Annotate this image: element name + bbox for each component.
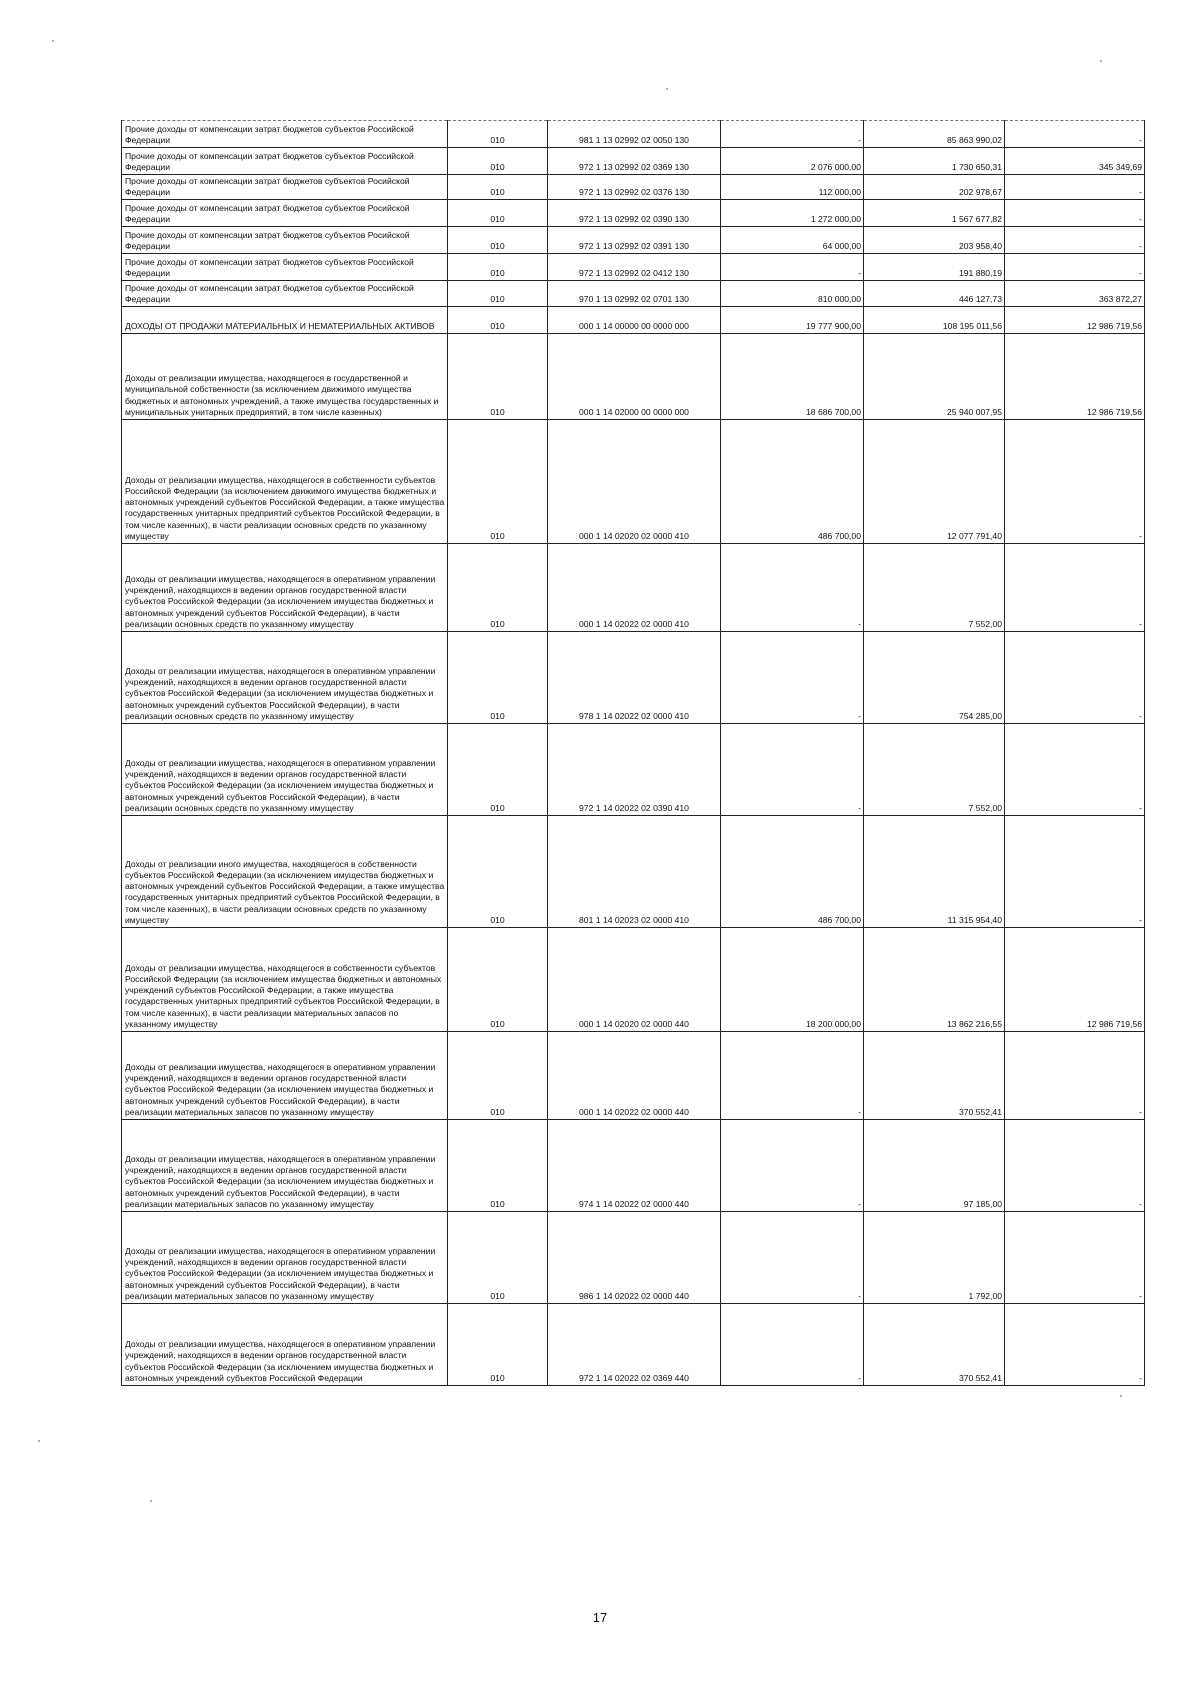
row-approved-cell: 2 076 000,00 bbox=[721, 148, 864, 175]
row-unexecuted-cell: - bbox=[1005, 816, 1145, 928]
row-executed-cell: 85 863 990,02 bbox=[864, 121, 1005, 148]
row-executed-cell: 7 552,00 bbox=[864, 724, 1005, 816]
row-unexecuted-cell: 345 349,69 bbox=[1005, 148, 1145, 175]
row-unexecuted-cell: 12 986 719,56 bbox=[1005, 928, 1145, 1032]
row-executed-cell: 202 978,67 bbox=[864, 175, 1005, 200]
table-row bbox=[122, 227, 1145, 254]
table-row bbox=[122, 334, 1145, 420]
table-row bbox=[122, 148, 1145, 175]
row-unexecuted-cell: - bbox=[1005, 121, 1145, 148]
row-approved-cell: 810 000,00 bbox=[721, 281, 864, 307]
table-row bbox=[122, 724, 1145, 816]
row-name-cell bbox=[122, 254, 448, 281]
row-approved-cell: - bbox=[721, 1032, 864, 1120]
row-unexecuted-cell: - bbox=[1005, 420, 1145, 544]
row-name-text: Прочие доходы от компенсации затрат бюджетов субъектов Росийской Федерации bbox=[125, 175, 410, 197]
row-line-code-cell: 010 bbox=[448, 334, 548, 420]
row-executed-cell: 446 127,73 bbox=[864, 281, 1005, 307]
row-approved-cell: 18 200 000,00 bbox=[721, 928, 864, 1032]
row-approved-cell: - bbox=[721, 544, 864, 632]
row-name-cell bbox=[122, 200, 448, 227]
row-name-cell bbox=[122, 1304, 448, 1386]
row-name-text: Доходы от реализации иного имущества, находящегося в собственности субъектов Российской Федерации (за исключением имущества бюджетных и автономных учреждений субъектов Российской Федерации, а также имущества государственных унитарных предприятий субъектов Российской Федерации, в том числе казенных), в части реализации основных средств по указанному имуществу bbox=[125, 858, 445, 925]
table-row bbox=[122, 1212, 1145, 1304]
row-budget-code-cell: 801 1 14 02023 02 0000 410 bbox=[548, 816, 721, 928]
row-line-code-cell: 010 bbox=[448, 1120, 548, 1212]
scan-speck bbox=[666, 88, 668, 90]
row-line-code-cell: 010 bbox=[448, 1212, 548, 1304]
row-name-cell bbox=[122, 1212, 448, 1304]
scan-speck bbox=[1120, 1395, 1122, 1397]
scan-speck bbox=[1100, 60, 1102, 62]
row-approved-cell: 19 777 900,00 bbox=[721, 307, 864, 334]
row-approved-cell: 486 700,00 bbox=[721, 420, 864, 544]
row-name-text: Доходы от реализации имущества, находящегося в собственности субъектов Российской Федерации (за исключением имущества бюджетных и автономных учреждений субъектов Российской Федерации, а также имущества государственных унитарных предприятий субъектов Российской Федерации, в том числе казенных), в части реализации материальных запасов по указанному имуществу bbox=[125, 962, 442, 1029]
row-line-code-cell: 010 bbox=[448, 420, 548, 544]
row-executed-cell: 1 730 650,31 bbox=[864, 148, 1005, 175]
row-budget-code-cell: 972 1 13 02992 02 0391 130 bbox=[548, 227, 721, 254]
row-unexecuted-cell: - bbox=[1005, 1120, 1145, 1212]
row-line-code-cell: 010 bbox=[448, 307, 548, 334]
row-executed-cell: 7 552,00 bbox=[864, 544, 1005, 632]
row-name-cell bbox=[122, 175, 448, 200]
row-budget-code-cell: 000 1 14 02022 02 0000 440 bbox=[548, 1032, 721, 1120]
row-unexecuted-cell: - bbox=[1005, 175, 1145, 200]
table-row bbox=[122, 1120, 1145, 1212]
row-executed-cell: 12 077 791,40 bbox=[864, 420, 1005, 544]
row-line-code-cell: 010 bbox=[448, 200, 548, 227]
row-budget-code-cell: 000 1 14 02020 02 0000 410 bbox=[548, 420, 721, 544]
row-approved-cell: - bbox=[721, 254, 864, 281]
row-approved-cell: 64 000,00 bbox=[721, 227, 864, 254]
row-name-text: Доходы от реализации имущества, находящегося в оперативном управлении учреждений, находящихся в ведении органов государственной власти субъектов Российской Федерации (за исключением имущества бюджетных и автономных учреждений субъектов Российской Федерации), в части реализации материальных запасов по указанному имуществу bbox=[125, 1061, 436, 1117]
row-budget-code-cell: 974 1 14 02022 02 0000 440 bbox=[548, 1120, 721, 1212]
row-unexecuted-cell: - bbox=[1005, 724, 1145, 816]
row-name-cell bbox=[122, 307, 448, 334]
row-name-text: Доходы от реализации имущества, находящегося в собственности субъектов Российской Федерации (за исключением движимого имущества бюджетных и автономных учреждений субъектов Российской Федерации, а также имущества государственных унитарных предприятий субъектов Российской Федерации, в том числе казенных), в части реализации основных средств по указанному имуществу bbox=[125, 474, 445, 541]
row-unexecuted-cell: - bbox=[1005, 1212, 1145, 1304]
row-executed-cell: 11 315 954,40 bbox=[864, 816, 1005, 928]
row-executed-cell: 754 285,00 bbox=[864, 632, 1005, 724]
row-approved-cell: 112 000,00 bbox=[721, 175, 864, 200]
row-line-code-cell: 010 bbox=[448, 148, 548, 175]
table-row bbox=[122, 420, 1145, 544]
row-approved-cell: 18 686 700,00 bbox=[721, 334, 864, 420]
row-unexecuted-cell: 12 986 719,56 bbox=[1005, 307, 1145, 334]
row-budget-code-cell: 986 1 14 02022 02 0000 440 bbox=[548, 1212, 721, 1304]
row-executed-cell: 370 552,41 bbox=[864, 1032, 1005, 1120]
row-approved-cell: 1 272 000,00 bbox=[721, 200, 864, 227]
row-name-cell bbox=[122, 1120, 448, 1212]
row-approved-cell: - bbox=[721, 1304, 864, 1386]
row-name-cell bbox=[122, 227, 448, 254]
row-unexecuted-cell: - bbox=[1005, 254, 1145, 281]
table-row bbox=[122, 121, 1145, 148]
row-line-code-cell: 010 bbox=[448, 816, 548, 928]
row-line-code-cell: 010 bbox=[448, 227, 548, 254]
row-line-code-cell: 010 bbox=[448, 632, 548, 724]
row-name-text: Прочие доходы от компенсации затрат бюджетов субъектов Росийской Федерации bbox=[125, 202, 410, 224]
row-budget-code-cell: 978 1 14 02022 02 0000 410 bbox=[548, 632, 721, 724]
row-name-cell bbox=[122, 544, 448, 632]
row-name-cell bbox=[122, 420, 448, 544]
table-row bbox=[122, 281, 1145, 307]
row-budget-code-cell: 972 1 14 02022 02 0390 410 bbox=[548, 724, 721, 816]
row-budget-code-cell: 000 1 14 02020 02 0000 440 bbox=[548, 928, 721, 1032]
row-executed-cell: 25 940 007,95 bbox=[864, 334, 1005, 420]
row-budget-code-cell: 972 1 13 02992 02 0376 130 bbox=[548, 175, 721, 200]
row-name-text: Доходы от реализации имущества, находящегося в оперативном управлении учреждений, находящихся в ведении органов государственной власти субъектов Российской Федерации (за исключением имущества бюджетных и автономных учреждений субъектов Российской Федерации), в части реализации материальных запасов по указанному имуществу bbox=[125, 1153, 436, 1209]
table-row bbox=[122, 175, 1145, 200]
table-row bbox=[122, 632, 1145, 724]
row-name-text: Доходы от реализации имущества, находящегося в государственной и муниципальной собственности (за исключением движимого имущества бюджетных и автономных учреждений, а также имущества государственных и муниципальных унитарных предприятий, в том числе казенных) bbox=[125, 373, 439, 417]
row-executed-cell: 1 792,00 bbox=[864, 1212, 1005, 1304]
table-row bbox=[122, 307, 1145, 334]
row-budget-code-cell: 972 1 13 02992 02 0390 130 bbox=[548, 200, 721, 227]
scan-speck bbox=[38, 1440, 40, 1442]
row-name-text: ДОХОДЫ ОТ ПРОДАЖИ МАТЕРИАЛЬНЫХ И НЕМАТЕРИАЛЬНЫХ АКТИВОВ bbox=[125, 320, 435, 331]
row-unexecuted-cell: - bbox=[1005, 1032, 1145, 1120]
row-name-cell bbox=[122, 928, 448, 1032]
row-name-cell bbox=[122, 281, 448, 307]
row-approved-cell: - bbox=[721, 1212, 864, 1304]
row-budget-code-cell: 972 1 13 02992 02 0369 130 bbox=[548, 148, 721, 175]
row-name-cell bbox=[122, 1032, 448, 1120]
row-budget-code-cell: 000 1 14 02000 00 0000 000 bbox=[548, 334, 721, 420]
row-name-cell bbox=[122, 724, 448, 816]
row-line-code-cell: 010 bbox=[448, 724, 548, 816]
row-budget-code-cell: 972 1 13 02992 02 0412 130 bbox=[548, 254, 721, 281]
row-line-code-cell: 010 bbox=[448, 1304, 548, 1386]
row-approved-cell: - bbox=[721, 632, 864, 724]
row-name-text: Доходы от реализации имущества, находящегося в оперативном управлении учреждений, находящихся в ведении органов государственной власти субъектов Российской Федерации (за исключением имущества бюджетных и автономных учреждений субъектов Российской Федерации bbox=[125, 1339, 436, 1383]
row-budget-code-cell: 970 1 13 02992 02 0701 130 bbox=[548, 281, 721, 307]
row-approved-cell: - bbox=[721, 121, 864, 148]
row-approved-cell: 486 700,00 bbox=[721, 816, 864, 928]
row-unexecuted-cell: - bbox=[1005, 632, 1145, 724]
row-executed-cell: 203 958,40 bbox=[864, 227, 1005, 254]
page-number: 17 bbox=[592, 1610, 608, 1625]
row-line-code-cell: 010 bbox=[448, 928, 548, 1032]
income-table bbox=[121, 120, 1145, 1386]
table-row bbox=[122, 816, 1145, 928]
row-name-text: Прочие доходы от компенсации затрат бюджетов субъектов Российской Федерации bbox=[125, 256, 414, 278]
row-approved-cell: - bbox=[721, 724, 864, 816]
row-unexecuted-cell: - bbox=[1005, 200, 1145, 227]
row-name-cell bbox=[122, 334, 448, 420]
row-name-cell bbox=[122, 632, 448, 724]
row-unexecuted-cell: - bbox=[1005, 1304, 1145, 1386]
row-executed-cell: 370 552,41 bbox=[864, 1304, 1005, 1386]
row-executed-cell: 1 567 677,82 bbox=[864, 200, 1005, 227]
row-executed-cell: 191 880,19 bbox=[864, 254, 1005, 281]
row-name-text: Доходы от реализации имущества, находящегося в оперативном управлении учреждений, находящихся в ведении органов государственной власти субъектов Российской Федерации (за исключением имущества бюджетных и автономных учреждений субъектов Российской Федерации), в части реализации материальных запасов по указанному имуществу bbox=[125, 1245, 436, 1301]
row-name-cell bbox=[122, 121, 448, 148]
row-name-text: Доходы от реализации имущества, находящегося в оперативном управлении учреждений, находящихся в ведении органов государственной власти субъектов Российской Федерации (за исключением имущества бюджетных и автономных учреждений субъектов Российской Федерации), в части реализации основных средств по указанному имуществу bbox=[125, 757, 436, 813]
row-budget-code-cell: 000 1 14 00000 00 0000 000 bbox=[548, 307, 721, 334]
table-row bbox=[122, 1304, 1145, 1386]
row-budget-code-cell: 981 1 13 02992 02 0050 130 bbox=[548, 121, 721, 148]
row-name-cell bbox=[122, 148, 448, 175]
table-row bbox=[122, 928, 1145, 1032]
row-line-code-cell: 010 bbox=[448, 544, 548, 632]
row-budget-code-cell: 972 1 14 02022 02 0369 440 bbox=[548, 1304, 721, 1386]
row-budget-code-cell: 000 1 14 02022 02 0000 410 bbox=[548, 544, 721, 632]
row-approved-cell: - bbox=[721, 1120, 864, 1212]
row-name-cell bbox=[122, 816, 448, 928]
row-name-text: Прочие доходы от компенсации затрат бюджетов субъектов Российской Федерации bbox=[125, 282, 414, 304]
row-line-code-cell: 010 bbox=[448, 281, 548, 307]
scan-speck bbox=[150, 1500, 152, 1502]
row-name-text: Прочие доходы от компенсации затрат бюджетов субъектов Росийской Федерации bbox=[125, 229, 410, 251]
table-row bbox=[122, 544, 1145, 632]
row-unexecuted-cell: 363 872,27 bbox=[1005, 281, 1145, 307]
row-line-code-cell: 010 bbox=[448, 175, 548, 200]
row-executed-cell: 13 862 216,55 bbox=[864, 928, 1005, 1032]
row-line-code-cell: 010 bbox=[448, 1032, 548, 1120]
row-name-text: Доходы от реализации имущества, находящегося в оперативном управлении учреждений, находящихся в ведении органов государственной власти субъектов Российской Федерации (за исключением имущества бюджетных и автономных учреждений субъектов Российской Федерации), в части реализации основных средств по указанному имуществу bbox=[125, 573, 436, 629]
row-name-text: Прочие доходы от компенсации затрат бюджетов субъектов Российской Федерации bbox=[125, 150, 414, 172]
table-row bbox=[122, 1032, 1145, 1120]
row-name-text: Доходы от реализации имущества, находящегося в оперативном управлении учреждений, находящихся в ведении органов государственной власти субъектов Российской Федерации (за исключением имущества бюджетных и автономных учреждений субъектов Российской Федерации), в части реализации основных средств по указанному имуществу bbox=[125, 665, 436, 721]
row-unexecuted-cell: 12 986 719,56 bbox=[1005, 334, 1145, 420]
row-unexecuted-cell: - bbox=[1005, 227, 1145, 254]
table-row bbox=[122, 254, 1145, 281]
row-unexecuted-cell: - bbox=[1005, 544, 1145, 632]
row-executed-cell: 108 195 011,56 bbox=[864, 307, 1005, 334]
table-row bbox=[122, 200, 1145, 227]
row-line-code-cell: 010 bbox=[448, 121, 548, 148]
row-executed-cell: 97 185,00 bbox=[864, 1120, 1005, 1212]
row-line-code-cell: 010 bbox=[448, 254, 548, 281]
row-name-text: Прочие доходы от компенсации затрат бюджетов субъектов Российской Федерации bbox=[125, 123, 414, 145]
scan-speck bbox=[52, 40, 54, 42]
